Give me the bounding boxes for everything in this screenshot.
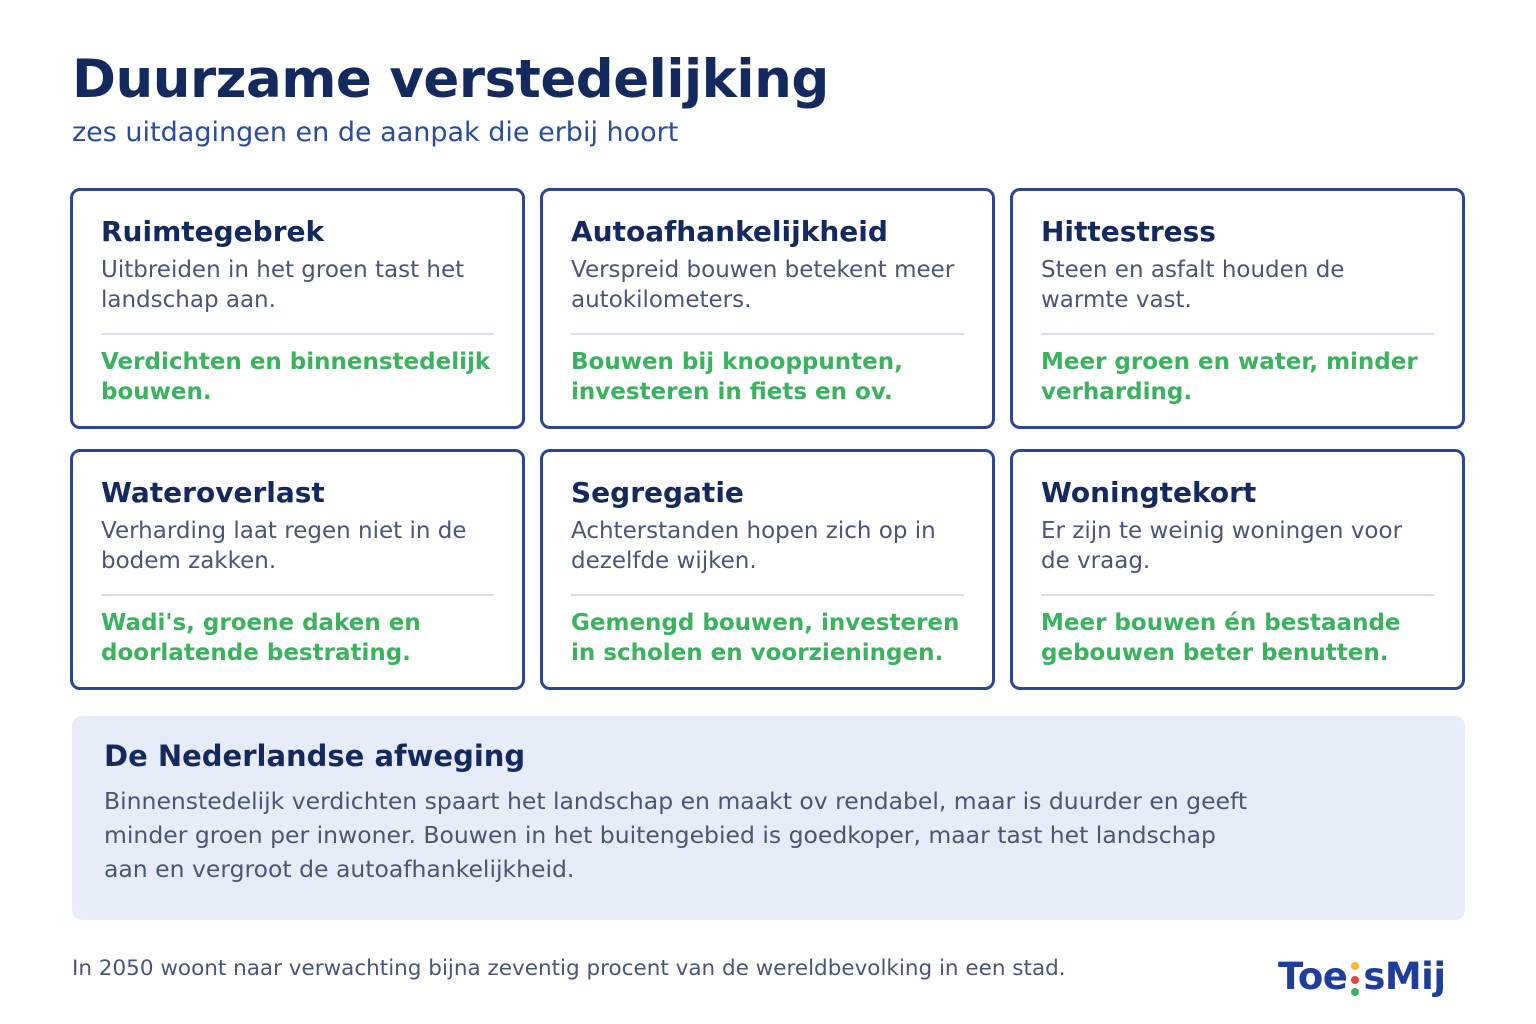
card-problem: Achterstanden hopen zich op in dezelfde wijken. xyxy=(571,517,936,574)
card-problem: Verspreid bouwen betekent meer autokilometers. xyxy=(571,256,955,313)
card-solution: Verdichten en binnenstedelijk bouwen. xyxy=(101,348,491,405)
logo-text-start: Toe xyxy=(1278,955,1348,998)
challenge-card-ruimtegebrek xyxy=(70,188,525,429)
challenge-card-autoafhankelijkheid xyxy=(540,188,995,429)
card-problem: Uitbreiden in het groen tast het landschap aan. xyxy=(101,256,465,313)
panel-body: Binnenstedelijk verdichten spaart het landschap en maakt ov rendabel, maar is duurder en geeft minder groen per inwoner. Bouwen in het buitengebied is goedkoper, maar tast het landschap aan en vergroot de autoafhankelijkheid. xyxy=(104,786,1248,883)
page-subtitle: zes uitdagingen en de aanpak die erbij hoort xyxy=(72,117,679,148)
card-divider xyxy=(571,594,964,596)
card-divider xyxy=(1041,333,1434,335)
card-title: Hittestress xyxy=(1041,215,1216,248)
challenge-card-wateroverlast xyxy=(70,449,525,690)
page-title: Duurzame verstedelijking xyxy=(72,49,829,110)
card-problem: Steen en asfalt houden de warmte vast. xyxy=(1041,256,1345,313)
card-divider xyxy=(1041,594,1434,596)
trade-off-panel xyxy=(72,716,1465,920)
logo-dots-icon xyxy=(1348,958,1362,998)
card-title: Ruimtegebrek xyxy=(101,215,325,248)
card-solution: Wadi's, groene daken en doorlatende bestrating. xyxy=(101,609,421,666)
card-solution: Bouwen bij knooppunten, investeren in fiets en ov. xyxy=(571,348,903,405)
panel-title: De Nederlandse afweging xyxy=(104,739,526,773)
card-solution: Gemengd bouwen, investeren in scholen en voorzieningen. xyxy=(571,609,960,666)
card-divider xyxy=(101,333,494,335)
card-problem: Er zijn te weinig woningen voor de vraag. xyxy=(1041,517,1403,574)
card-title: Wateroverlast xyxy=(101,476,325,509)
card-problem: Verharding laat regen niet in de bodem zakken. xyxy=(101,517,467,574)
card-title: Segregatie xyxy=(571,476,744,509)
card-solution: Meer groen en water, minder verharding. xyxy=(1041,348,1418,405)
card-solution: Meer bouwen én bestaande gebouwen beter benutten. xyxy=(1041,609,1401,666)
challenge-card-woningtekort xyxy=(1010,449,1465,690)
card-divider xyxy=(101,594,494,596)
card-title: Autoafhankelijkheid xyxy=(571,215,888,248)
footer-note: In 2050 woont naar verwachting bijna zeventig procent van de wereldbevolking in een stad. xyxy=(72,956,1066,981)
toetsmij-logo xyxy=(1278,952,1446,998)
card-title: Woningtekort xyxy=(1041,476,1257,509)
challenge-card-hittestress xyxy=(1010,188,1465,429)
card-divider xyxy=(571,333,964,335)
challenge-card-segregatie xyxy=(540,449,995,690)
challenge-grid xyxy=(70,188,1466,690)
logo-text-end: sMij xyxy=(1363,955,1446,998)
